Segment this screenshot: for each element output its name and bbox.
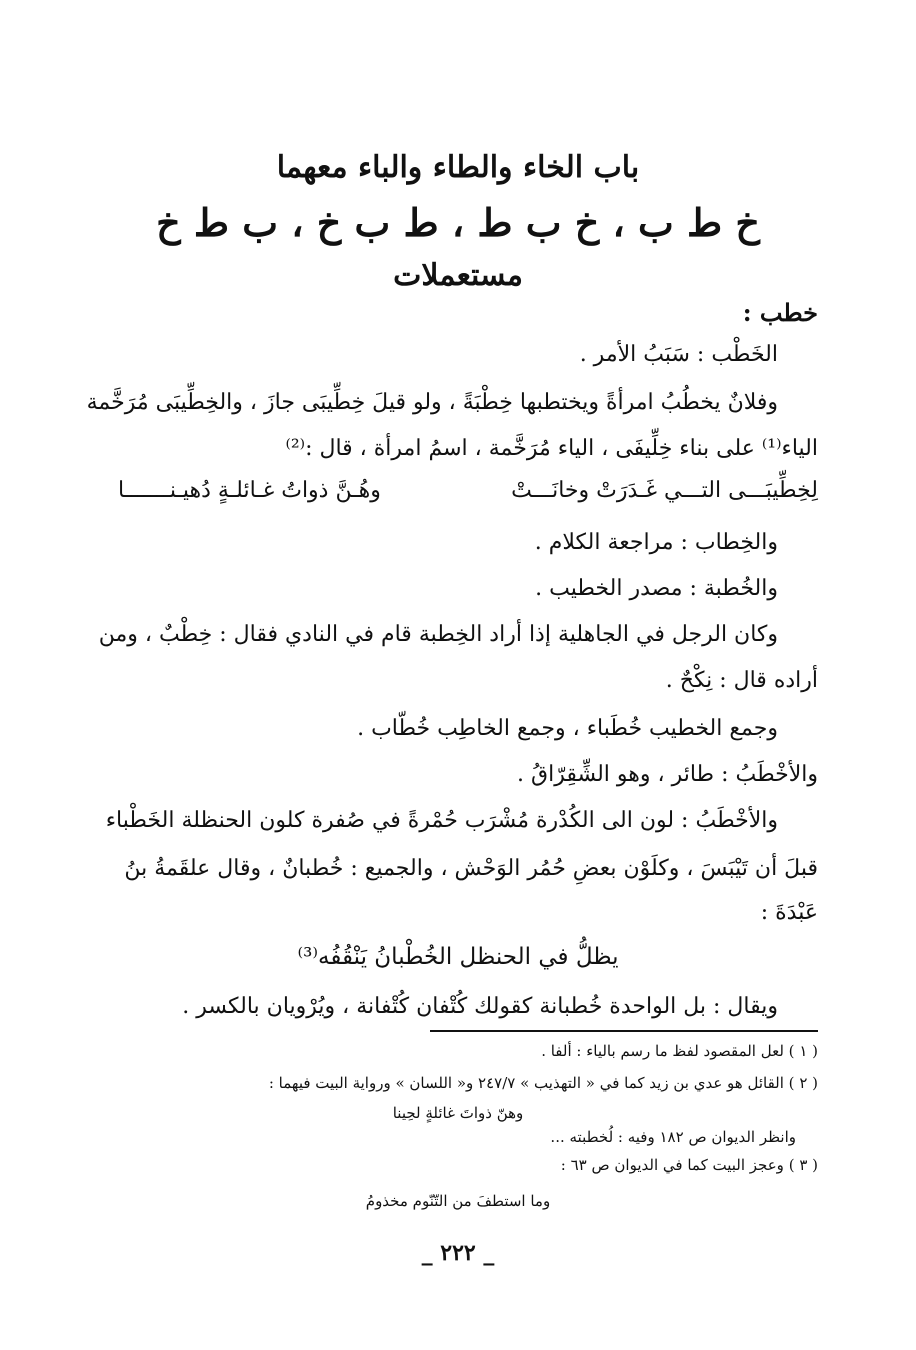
footnote-2: ( ٢ ) القائل هو عدي بن زيد كما في « التهذيب » ٢٤٧/٧ و« اللسان » ورواية البيت فيهما : bbox=[268, 1074, 818, 1092]
definition-line: والأخْطَبُ : طائر ، وهو الشِّقِرّاقُ . bbox=[517, 762, 818, 787]
verse-first-hemistich: لِخِطِّيبَـــى التـــي غَـدَرَتْ وخانَـــتْ bbox=[511, 478, 818, 503]
page-number: _ ٢٢٢ _ bbox=[421, 1240, 495, 1266]
usage-status-heading: مستعملات bbox=[393, 258, 523, 293]
verse-second-hemistich: وهُـنَّ ذواتُ غـائلـةٍ دُهيـنـــــــا bbox=[118, 478, 381, 503]
quoted-verse: يظلُّ في الحنظل الخُطْبانُ يَنْقُفُه⁽³⁾ bbox=[297, 944, 619, 970]
definition-line: ويقال : بل الواحدة خُطبانة كقولك كُتْفان كُتْفانة ، ويُرْويان بالكسر . bbox=[182, 994, 778, 1019]
footnote-2-verse: وهنّ ذواتَ غائلةٍ لحِينا bbox=[392, 1104, 524, 1122]
definition-line: والخِطاب : مراجعة الكلام . bbox=[534, 530, 778, 555]
footnote-divider bbox=[430, 1030, 818, 1032]
definition-line: قبلَ أن تَيْبَسَ ، وكلَوْن بعضِ حُمُر الوَحْش ، والجميع : خُطبانٌ ، وقال علقَمةُ بنُ bbox=[124, 856, 818, 881]
definition-line: الياء⁽¹⁾ على بناء خِلِّيفَى ، الياء مُرَخَّمة ، اسمُ امرأة ، قال :⁽²⁾ bbox=[285, 436, 818, 461]
footnote-3-verse: وما استطفَ من التّنّوم مخذومُ bbox=[365, 1192, 551, 1210]
footnote-1: ( ١ ) لعل المقصود لفظ ما رسم بالياء : ألفا . bbox=[541, 1042, 818, 1060]
footnote-3: ( ٣ ) وعجز البيت كما في الديوان ص ٦٣ : bbox=[560, 1156, 818, 1174]
definition-line: الخَطْب : سَبَبُ الأمر . bbox=[579, 342, 778, 367]
definition-line: والأخْطَبُ : لون الى الكُدْرة مُشْرَب حُمْرةً في صُفرة كلون الحنظلة الخَطْباء bbox=[105, 808, 778, 833]
definition-line: وفلانٌ يخطُبُ امرأةً ويختطبها خِطْبَةً ، ولو قيلَ خِطِّيبَى جازَ ، والخِطِّيبَى مُرَخَّمة bbox=[86, 390, 778, 415]
definition-line: أراده قال : نِكْحٌ . bbox=[665, 668, 818, 693]
footnote-2-note: وانظر الديوان ص ١٨٢ وفيه : لُخطبته ... bbox=[550, 1128, 796, 1146]
definition-line: والخُطبة : مصدر الخطيب . bbox=[535, 576, 778, 601]
definition-line: وكان الرجل في الجاهلية إذا أراد الخِطبة قام في النادي فقال : خِطْبٌ ، ومن bbox=[98, 622, 778, 647]
definition-line: وجمع الخطيب خُطَباء ، وجمع الخاطِب خُطّاب . bbox=[357, 716, 778, 741]
chapter-title: باب الخاء والطاء والباء معهما bbox=[276, 150, 640, 185]
definition-line: عَبْدَةَ : bbox=[760, 900, 818, 925]
entry-headword: خطب : bbox=[742, 298, 818, 327]
root-letters-heading: خ ط ب ، خ ب ط ، ط ب خ ، ب ط خ bbox=[156, 200, 760, 245]
